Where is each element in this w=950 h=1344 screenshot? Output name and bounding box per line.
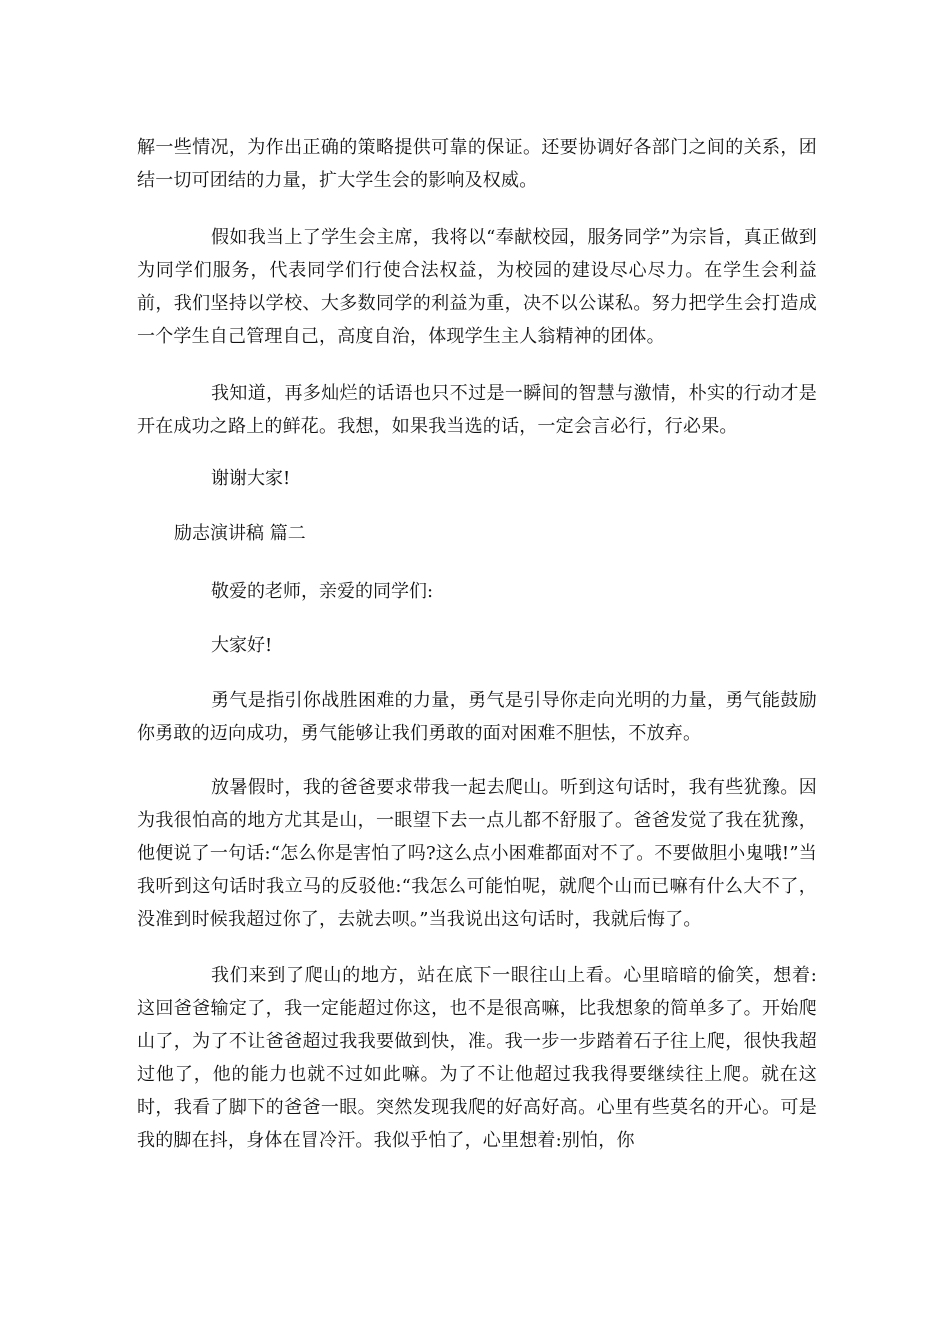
paragraph-action-promise: 我知道，再多灿烂的话语也只不过是一瞬间的智慧与激情，朴实的行动才是开在成功之路上的鲜花。我想，如果我当选的话，一定会言必行，行必果。 xyxy=(137,383,817,437)
paragraph-summer-hike: 放暑假时，我的爸爸要求带我一起去爬山。听到这句话时，我有些犹豫。因为我很怕高的地方尤其是山，一眼望下去一点儿都不舒服了。爸爸发觉了我在犹豫，他便说了一句话:“怎么你是害怕了吗?这么点小困难都面对不了。不要做胆小鬼哦!”当我听到这句话时我立马的反驳他:“我怎么可能怕呢，就爬个山而已嘛有什么大不了，没准到时候我超过你了，去就去呗。”当我说出这句话时，我就后悔了。 xyxy=(137,777,817,930)
paragraph-president-plan: 假如我当上了学生会主席，我将以“奉献校园，服务同学”为宗旨，真正做到为同学们服务，代表同学们行使合法权益，为校园的建设尽心尽力。在学生会利益前，我们坚持以学校、大多数同学的利益为重，决不以公谋私。努力把学生会打造成一个学生自己管理自己，高度自治，体现学生主人翁精神的团体。 xyxy=(137,227,817,347)
paragraph-intro-continued: 解一些情况，为作出正确的策略提供可靠的保证。还要协调好各部门之间的关系，团结一切可团结的力量，扩大学生会的影响及权威。 xyxy=(137,137,817,191)
closing-thanks: 谢谢大家! xyxy=(211,468,291,489)
paragraph-mountain-climb: 我们来到了爬山的地方，站在底下一眼往山上看。心里暗暗的偷笑，想着:这回爸爸输定了，我一定能超过你这，也不是很高嘛，比我想象的简单多了。开始爬山了，为了不让爸爸超过我我要做到快，准。我一步一步踏着石子往上爬，很快我超过他了，他的能力也就不过如此嘛。为了不让他超过我我得要继续往上爬。就在这时，我看了脚下的爸爸一眼。突然发现我爬的好高好高。心里有些莫名的开心。可是我的脚在抖，身体在冒冷汗。我似乎怕了，心里想着:别怕，你 xyxy=(137,965,817,1151)
paragraph-courage: 勇气是指引你战胜困难的力量，勇气是引导你走向光明的力量，勇气能鼓励你勇敢的迈向成功，勇气能够让我们勇敢的面对困难不胆怯，不放弃。 xyxy=(137,690,817,744)
salutation: 敬爱的老师，亲爱的同学们: xyxy=(211,581,434,602)
section-heading: 励志演讲稿 篇二 xyxy=(174,523,306,544)
greeting: 大家好! xyxy=(211,635,273,656)
